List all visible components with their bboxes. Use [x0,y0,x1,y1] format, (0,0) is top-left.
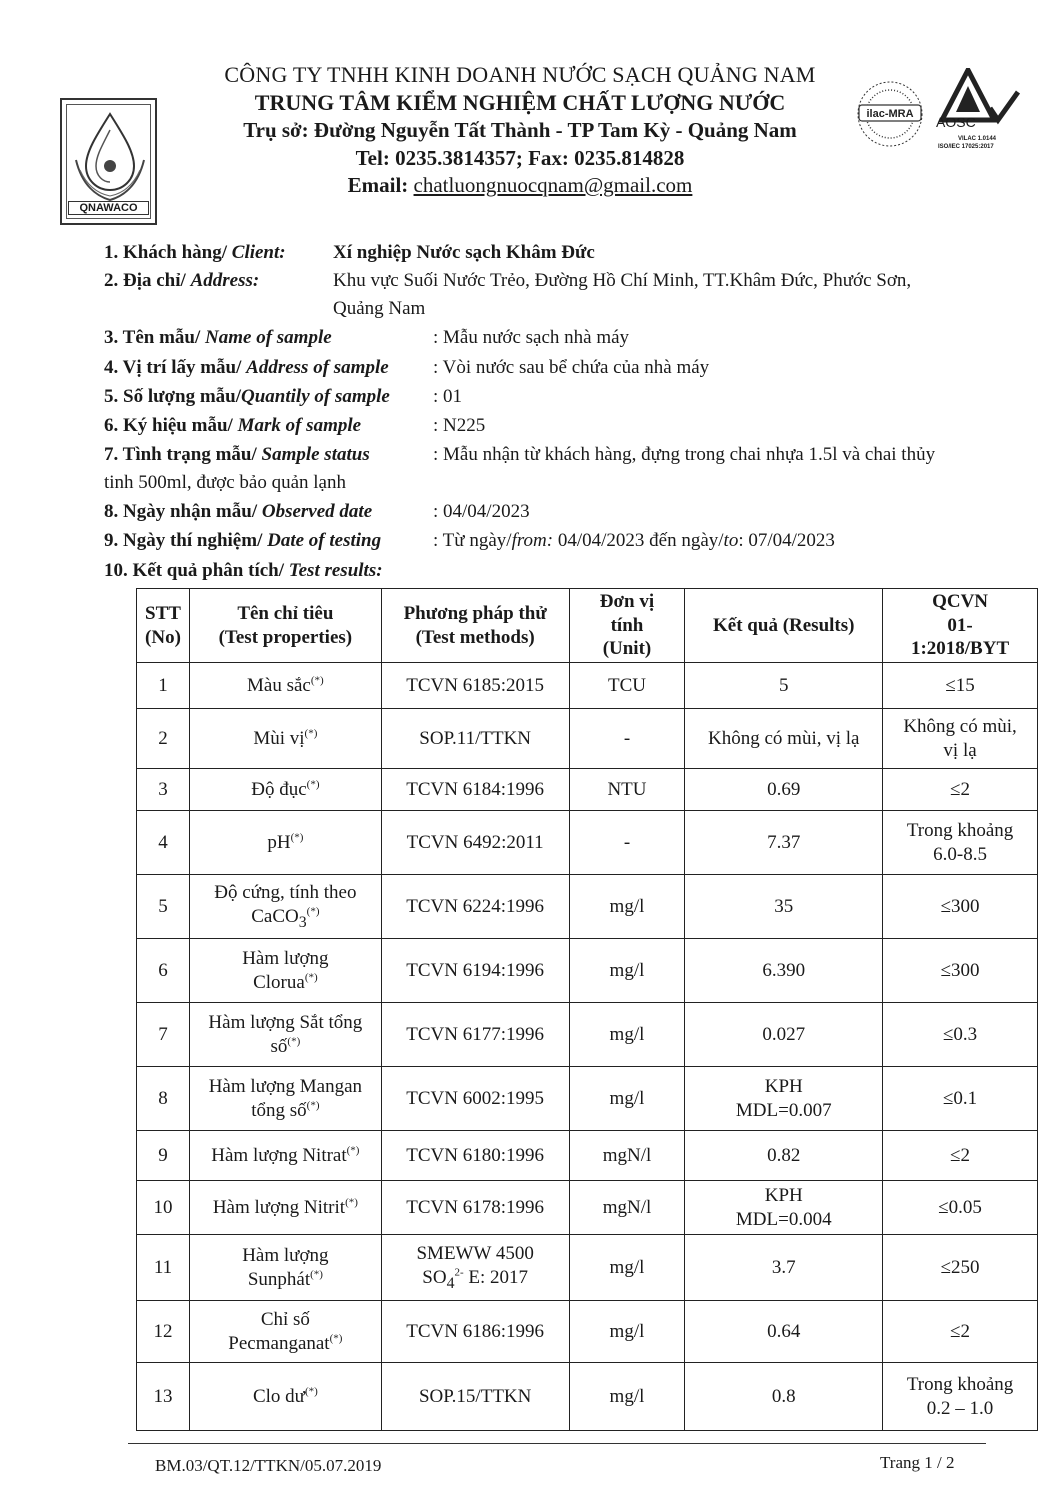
table-row [137,709,1038,769]
address-value-line-2: Quảng Nam [333,298,426,319]
row-method: TCVN 6177:1996 [381,1003,569,1067]
table-row [137,1003,1038,1067]
status-value-line-1: : Mẫu nhận từ khách hàng, đựng trong chai nhựa 1.5l và chai thủy [433,444,936,465]
row-unit: mg/l [569,1301,685,1363]
row-unit: mg/l [569,1235,685,1301]
row-name: Hàm lượng Nitrit(*) [189,1181,381,1235]
ilac-mra-seal-icon [855,75,925,153]
aosc-name: AOSC [936,114,976,130]
table-row [137,811,1038,875]
svg-text:ilac-MRA: ilac-MRA [866,108,914,120]
row-unit: - [569,811,685,875]
email-link[interactable]: chatluongnuocqnam@gmail.com [413,173,693,197]
received-date-label: 8. Ngày nhận mẫu/ Observed date [104,501,373,522]
aosc-vilac: VILAC 1.0144 [958,136,997,142]
sample-location-label: 4. Vị trí lấy mẫu/ Address of sample [104,357,389,378]
row-result: 0.69 [685,769,883,811]
row-no: 4 [137,811,190,875]
row-name: Màu sắc(*) [189,663,381,709]
row-method: SMEWW 4500 $SO_4^{2-}$ E: 2017 [381,1235,569,1301]
aosc-accreditation-logo [932,68,1022,158]
row-result: KPH MDL=0.004 [685,1181,883,1235]
row-name: Hàm lượng Nitrat(*) [189,1131,381,1181]
company-address: Trụ sở: Đường Nguyễn Tất Thành - TP Tam Kỳ - Quảng Nam [243,118,797,142]
row-unit: mg/l [569,939,685,1003]
row-result: Không có mùi, vị lạ [685,709,883,769]
header-qcvn: QCVN 01- 1:2018/BYT [883,589,1038,663]
aosc-iso: ISO/IEC 17025:2017 [938,144,994,150]
email-label: Email: [347,173,409,197]
row-result: 0.027 [685,1003,883,1067]
company-phone: Tel: 0235.3814357; Fax: 0235.814828 [355,146,685,170]
header-result: Kết quả (Results) [685,589,883,663]
row-method: TCVN 6194:1996 [381,939,569,1003]
table-row [137,1131,1038,1181]
received-date-value: : 04/04/2023 [433,501,530,522]
table-row [137,1181,1038,1235]
header-unit: Đơn vị tính (Unit) [569,589,685,663]
row-result: 0.82 [685,1131,883,1181]
table-header-row [137,589,1038,663]
mark-value: : N225 [433,415,486,436]
page-number: Trang 1 / 2 [880,1453,955,1472]
row-no: 11 [137,1235,190,1301]
company-logo [60,98,157,225]
row-limit: ≤300 [883,939,1038,1003]
address-label: 2. Địa chỉ/ Address: [104,270,260,291]
results-table [136,588,1038,1431]
row-unit: TCU [569,663,685,709]
row-method: TCVN 6180:1996 [381,1131,569,1181]
row-limit: ≤0.05 [883,1181,1038,1235]
row-name: Độ cứng, tính theo CaCO$_3$(*) [189,875,381,939]
table-row [137,939,1038,1003]
row-name: Độ đục(*) [189,769,381,811]
row-result: 7.37 [685,811,883,875]
form-code: BM.03/QT.12/TTKN/05.07.2019 [155,1456,382,1475]
status-value-line-2: tinh 500ml, được bảo quản lạnh [104,472,346,493]
row-unit: - [569,709,685,769]
sample-location-value: : Vòi nước sau bể chứa của nhà máy [433,357,710,378]
row-name: Hàm lượng Sắt tổng số(*) [189,1003,381,1067]
row-name: Clo dư(*) [189,1363,381,1431]
header-stt: STT (No) [137,589,190,663]
row-no: 8 [137,1067,190,1131]
row-no: 10 [137,1181,190,1235]
row-limit: Trong khoảng 0.2 – 1.0 [883,1363,1038,1431]
quantity-label: 5. Số lượng mẫu/Quantily of sample [104,386,390,407]
results-label: 10. Kết quả phân tích/ Test results: [104,560,383,581]
row-unit: mgN/l [569,1131,685,1181]
row-limit: ≤250 [883,1235,1038,1301]
row-limit: ≤300 [883,875,1038,939]
row-method: TCVN 6184:1996 [381,769,569,811]
table-row [137,1363,1038,1431]
row-unit: NTU [569,769,685,811]
test-date-value: : Từ ngày/from: 04/04/2023 đến ngày/to: 07/04/2023 [433,530,835,551]
table-row [137,663,1038,709]
row-name: Mùi vị(*) [189,709,381,769]
row-no: 2 [137,709,190,769]
row-method: TCVN 6178:1996 [381,1181,569,1235]
row-limit: ≤15 [883,663,1038,709]
table-row [137,875,1038,939]
row-result: 0.64 [685,1301,883,1363]
company-name: CÔNG TY TNHH KINH DOANH NƯỚC SẠCH QUẢNG NAM [224,62,816,87]
row-result: 0.8 [685,1363,883,1431]
row-limit: ≤2 [883,1131,1038,1181]
footer-divider [128,1443,986,1444]
row-no: 6 [137,939,190,1003]
table-row [137,1067,1038,1131]
logo-name: QNAWACO [68,201,149,215]
row-name: Hàm lượng Mangan tổng số(*) [189,1067,381,1131]
status-label: 7. Tình trạng mẫu/ Sample status [104,444,370,465]
row-limit: Không có mùi, vị lạ [883,709,1038,769]
row-unit: mg/l [569,875,685,939]
row-limit: Trong khoảng 6.0-8.5 [883,811,1038,875]
row-unit: mg/l [569,1067,685,1131]
row-method: TCVN 6002:1995 [381,1067,569,1131]
row-no: 5 [137,875,190,939]
client-value: Xí nghiệp Nước sạch Khâm Đức [333,242,595,263]
row-result: 5 [685,663,883,709]
row-limit: ≤2 [883,769,1038,811]
quantity-value: : 01 [433,386,463,407]
row-method: SOP.11/TTKN [381,709,569,769]
sample-name-value: : Mẫu nước sạch nhà máy [433,327,630,348]
row-limit: ≤0.3 [883,1003,1038,1067]
company-email-line [160,173,880,198]
row-no: 9 [137,1131,190,1181]
row-unit: mg/l [569,1363,685,1431]
center-name: TRUNG TÂM KIỂM NGHIỆM CHẤT LƯỢNG NƯỚC [254,90,786,115]
table-row [137,1301,1038,1363]
row-no: 1 [137,663,190,709]
row-name: Hàm lượng Sunphát(*) [189,1235,381,1301]
row-no: 3 [137,769,190,811]
row-name: Chỉ số Pecmanganat(*) [189,1301,381,1363]
row-result: 35 [685,875,883,939]
row-result: KPH MDL=0.007 [685,1067,883,1131]
address-value-line-1: Khu vực Suối Nước Trẻo, Đường Hồ Chí Minh, TT.Khâm Đức, Phước Sơn, [333,270,912,291]
row-limit: ≤2 [883,1301,1038,1363]
row-unit: mg/l [569,1003,685,1067]
row-method: TCVN 6492:2011 [381,811,569,875]
test-date-label: 9. Ngày thí nghiệm/ Date of testing [104,530,382,551]
row-name: Hàm lượng Clorua(*) [189,939,381,1003]
row-no: 12 [137,1301,190,1363]
mark-label: 6. Ký hiệu mẫu/ Mark of sample [104,415,362,436]
table-row [137,1235,1038,1301]
row-result: 6.390 [685,939,883,1003]
row-name: pH(*) [189,811,381,875]
header-name: Tên chỉ tiêu (Test properties) [189,589,381,663]
header-method: Phương pháp thử (Test methods) [381,589,569,663]
row-unit: mgN/l [569,1181,685,1235]
row-method: TCVN 6186:1996 [381,1301,569,1363]
row-method: TCVN 6185:2015 [381,663,569,709]
row-no: 13 [137,1363,190,1431]
row-no: 7 [137,1003,190,1067]
row-limit: ≤0.1 [883,1067,1038,1131]
client-label: 1. Khách hàng/ Client: [104,242,286,263]
row-method: TCVN 6224:1996 [381,875,569,939]
row-result: 3.7 [685,1235,883,1301]
table-row [137,769,1038,811]
row-method: SOP.15/TTKN [381,1363,569,1431]
sample-name-label: 3. Tên mẫu/ Name of sample [104,327,332,348]
